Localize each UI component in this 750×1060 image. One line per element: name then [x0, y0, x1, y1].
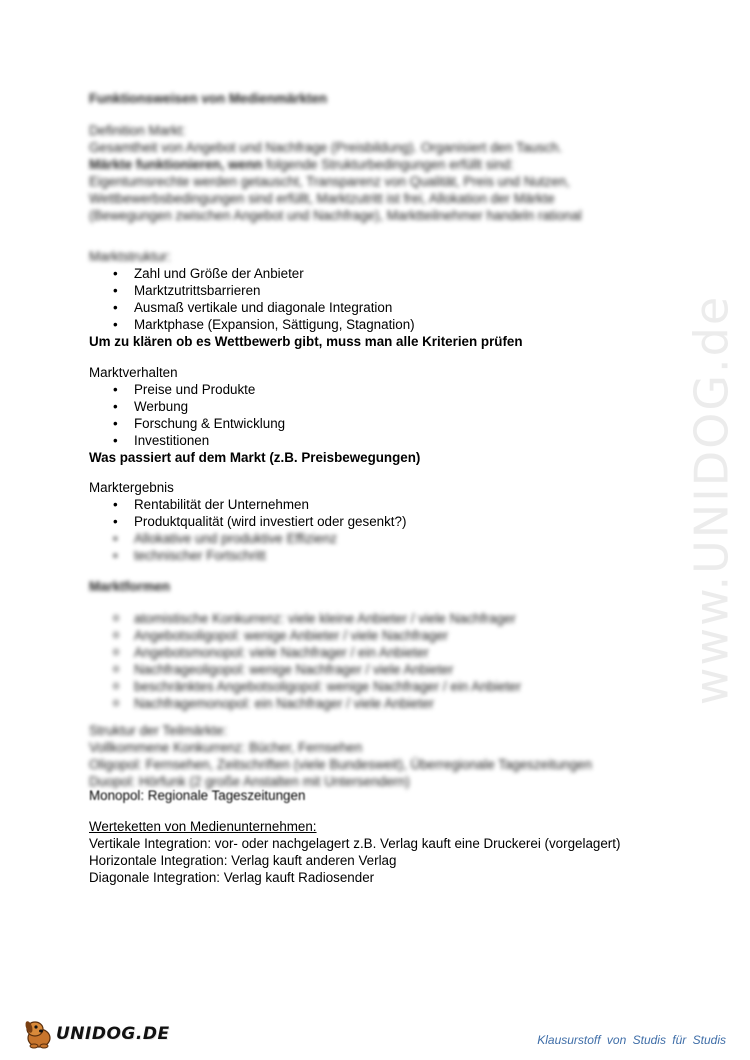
definition-text: (Bewegungen zwischen Angebot und Nachfrage), Marktteilnehmer handeln rational — [89, 208, 582, 223]
wertketten-line: Diagonale Integration: Verlag kauft Radiosender — [89, 870, 375, 885]
marktformen-list — [89, 610, 521, 712]
logo-text: UNIDOG.DE — [56, 1024, 170, 1044]
list-item: o Angebotsoligopol: wenige Anbieter / viele Nachfrager — [89, 627, 521, 644]
teilmaerkte-label: Struktur der Teilmärkte: — [89, 723, 228, 738]
list-item: o Nachfrageoligopol: wenige Nachfrager / viele Anbieter — [89, 661, 521, 678]
marktstruktur-conclusion: Um zu klären ob es Wettbewerb gibt, muss man alle Kriterien prüfen — [89, 334, 523, 349]
list-item: o Nachfragemonopol: ein Nachfrager / viele Anbieter — [89, 695, 521, 712]
list-item: o atomistische Konkurrenz: viele kleine Anbieter / viele Nachfrager — [89, 610, 521, 627]
teilmaerkte-line: Monopol: Regionale Tageszeitungen — [89, 788, 306, 803]
list-item: • technischer Fortschritt — [89, 547, 406, 564]
definition-text: Wettbewerbsbedingungen sind erfüllt, Marktzutritt ist frei, Allokation der Märkte — [89, 191, 555, 206]
list-item: o Angebotsmonopol: viele Nachfrager / ein Anbieter — [89, 644, 521, 661]
marktverhalten-list — [89, 381, 420, 449]
document-title: Funktionsweisen von Medienmärkten — [89, 91, 328, 106]
marktverhalten-section — [89, 364, 420, 466]
teilmaerkte-line: Vollkommene Konkurrenz: Bücher, Fernsehen — [89, 740, 363, 755]
definition-text — [89, 156, 582, 173]
dog-icon — [22, 1016, 56, 1050]
marktergebnis-label: Marktergebnis — [89, 480, 174, 495]
definition-section — [89, 90, 582, 224]
teilmaerkte-section — [89, 722, 592, 790]
list-item: • Marktzutrittsbarrieren — [89, 282, 523, 299]
teilmaerkte-line: Oligopol: Fernsehen, Zeitschriften (viele Bundesweit), Überregionale Tageszeitungen — [89, 757, 592, 772]
marktergebnis-list — [89, 496, 406, 564]
list-item: • Marktphase (Expansion, Sättigung, Stagnation) — [89, 316, 523, 333]
wertketten-heading: Werteketten von Medienunternehmen: — [89, 819, 317, 834]
marktverhalten-label: Marktverhalten — [89, 365, 178, 380]
list-item: o beschränktes Angebotsoligopol: wenige Nachfrager / ein Anbieter — [89, 678, 521, 695]
list-item: • Investitionen — [89, 432, 420, 449]
watermark-text: www.UNIDOG.de — [684, 294, 739, 706]
marktformen-label: Marktformen — [89, 579, 171, 594]
marktverhalten-conclusion: Was passiert auf dem Markt (z.B. Preisbewegungen) — [89, 450, 421, 465]
marktstruktur-section — [89, 265, 523, 350]
list-item: • Werbung — [89, 398, 420, 415]
list-item: • Forschung & Entwicklung — [89, 415, 420, 432]
list-item: • Produktqualität (wird investiert oder gesenkt?) — [89, 513, 406, 530]
marktergebnis-section — [89, 479, 406, 564]
footer-tagline: Klausurstoff von Studis für Studis — [537, 1033, 726, 1047]
definition-bold: Märkte funktionieren, wenn — [89, 157, 263, 172]
teilmaerkte-line: Duopol: Hörfunk (2 große Anstalten mit Untersendern) — [89, 774, 410, 789]
definition-label: Definition Markt: — [89, 123, 186, 138]
marktstruktur-label: Marktstruktur: — [89, 249, 171, 264]
list-item: • Zahl und Größe der Anbieter — [89, 265, 523, 282]
definition-text-rest: folgende Strukturbedingungen erfüllt sind: — [262, 157, 514, 172]
definition-text: Eigentumsrechte werden getauscht, Transparenz von Qualität, Preis und Nutzen, — [89, 174, 570, 189]
marktformen-section — [89, 578, 521, 712]
list-item: • Rentabilität der Unternehmen — [89, 496, 406, 513]
list-item: • Ausmaß vertikale und diagonale Integration — [89, 299, 523, 316]
definition-text: Gesamtheit von Angebot und Nachfrage (Preisbildung). Organisiert den Tausch. — [89, 140, 563, 155]
list-item: • Preise und Produkte — [89, 381, 420, 398]
list-item: • Allokative und produktive Effizienz — [89, 530, 406, 547]
wertketten-section — [89, 818, 620, 886]
wertketten-line: Vertikale Integration: vor- oder nachgelagert z.B. Verlag kauft eine Druckerei (vorgelagert) — [89, 836, 621, 851]
wertketten-line: Horizontale Integration: Verlag kauft anderen Verlag — [89, 853, 397, 868]
marktstruktur-list — [89, 265, 523, 333]
unidog-logo[interactable] — [22, 1016, 182, 1052]
